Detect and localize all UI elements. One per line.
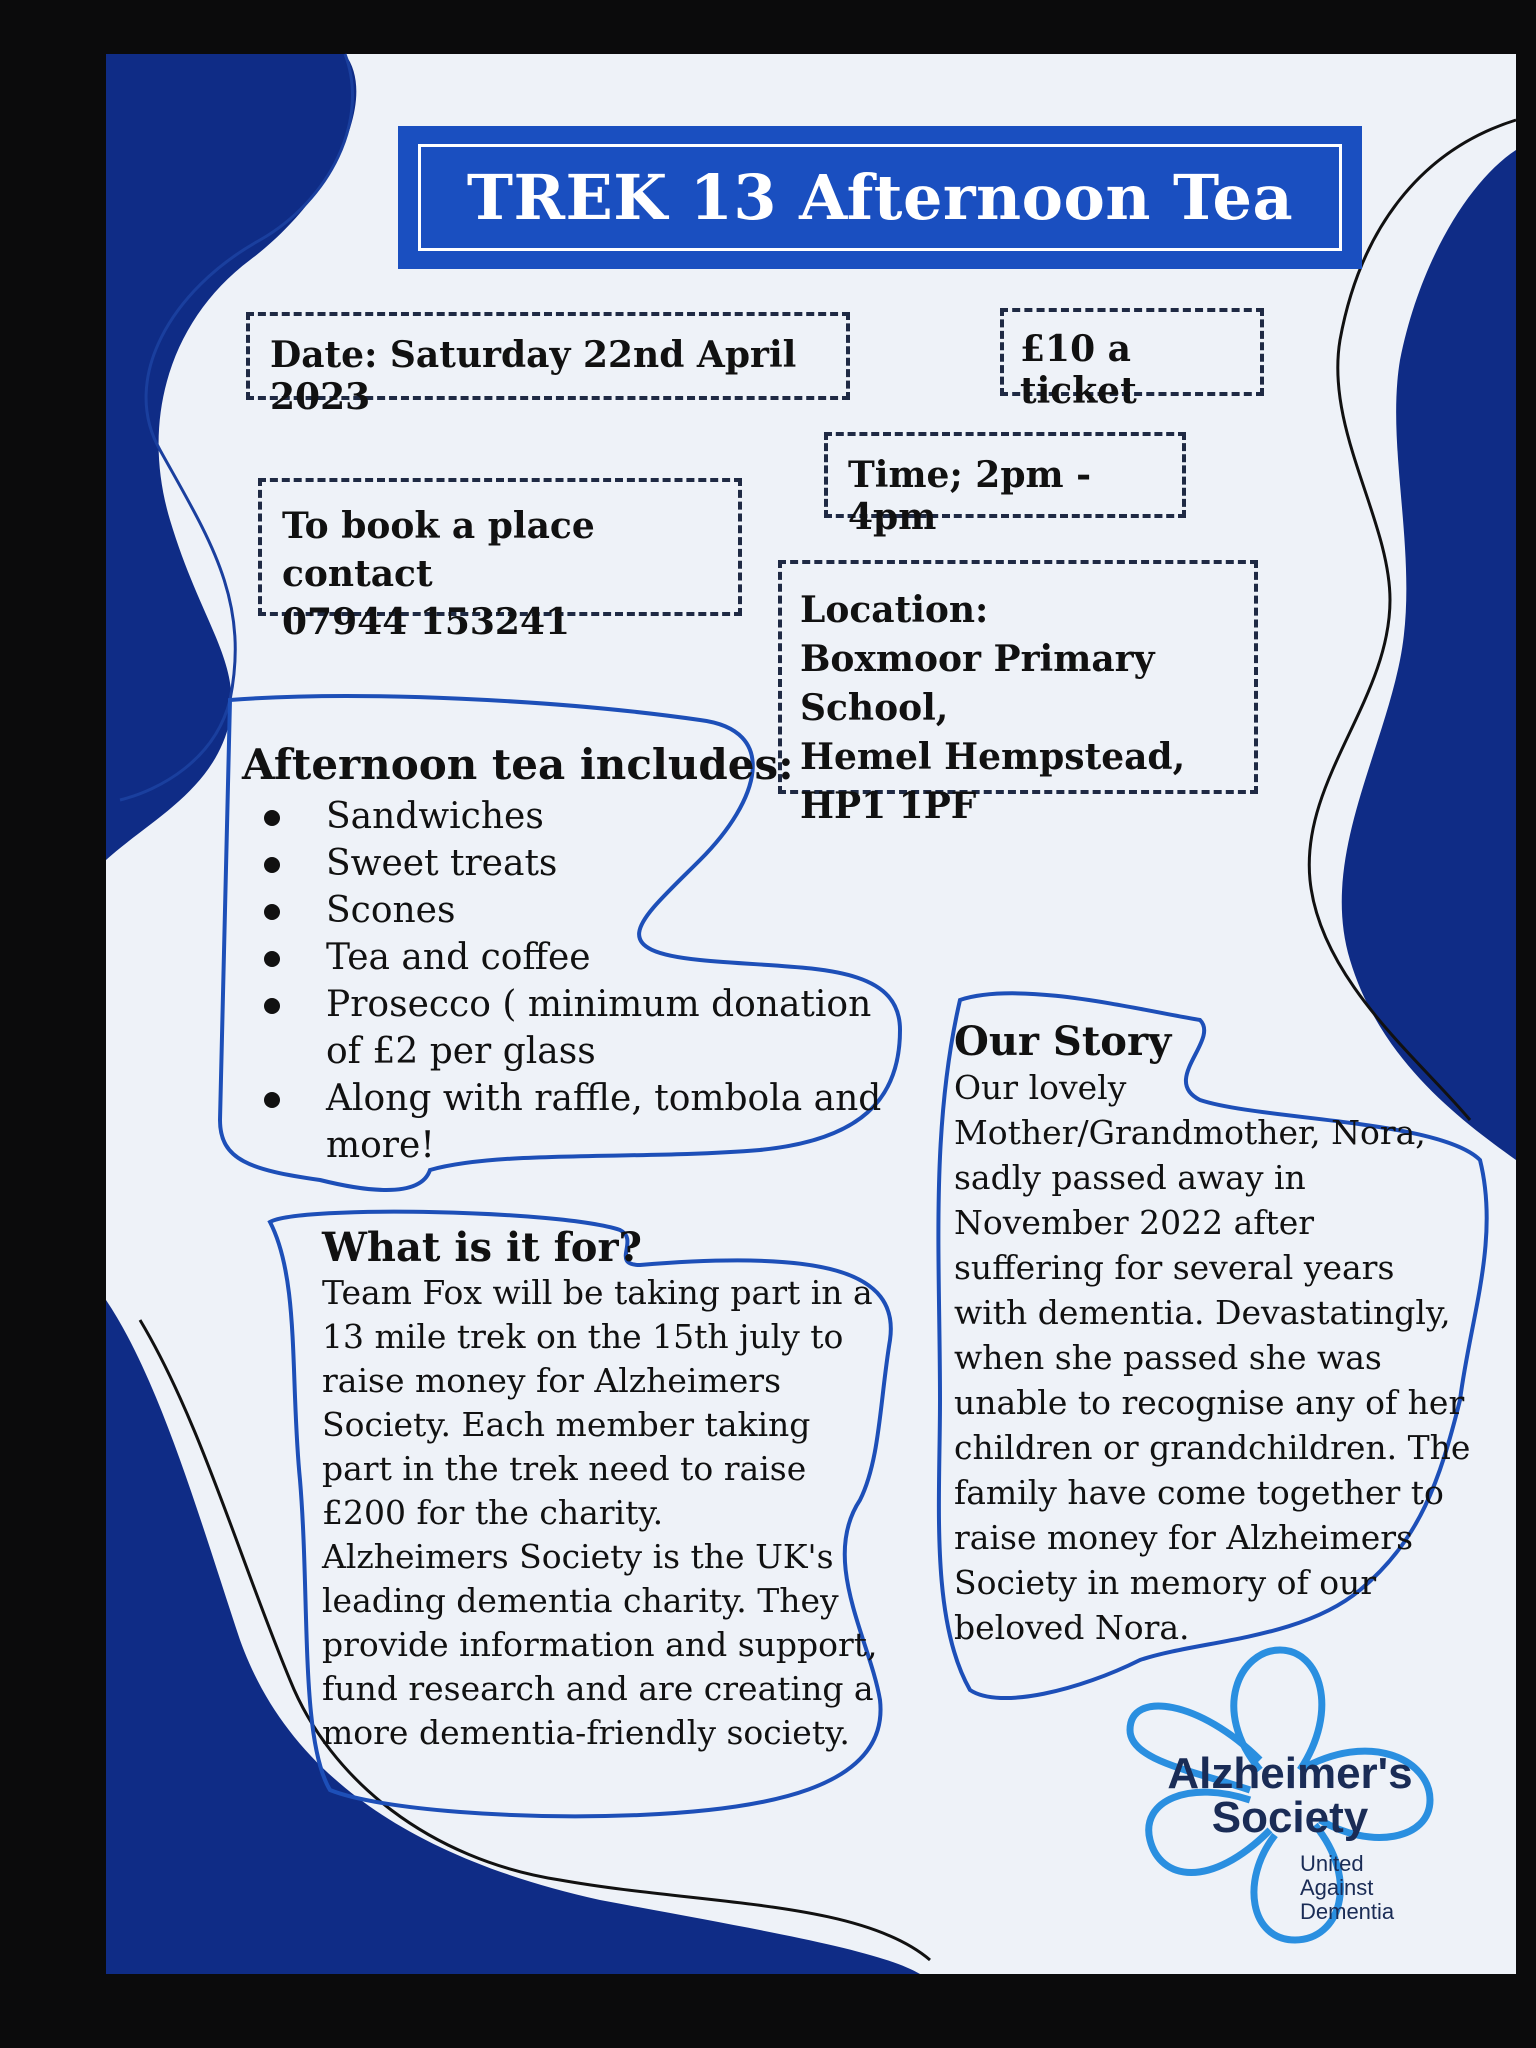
logo-tagline (1300, 1852, 1394, 1924)
what-is-it-for-section (322, 1224, 882, 1755)
list-item-text: Sweet treats (326, 843, 558, 884)
includes-heading: Afternoon tea includes: (242, 740, 794, 789)
story-heading: Our Story (954, 1018, 1172, 1065)
date-box (246, 312, 850, 418)
booking-phone[interactable]: 07944 153241 (282, 601, 571, 643)
alzheimers-society-logo (1110, 1640, 1450, 1950)
price-text: £10 a ticket (1020, 328, 1137, 412)
bullet-icon (264, 810, 280, 826)
time-text: Time; 2pm - 4pm (848, 454, 1092, 538)
title-banner (398, 126, 1362, 269)
bullet-icon (264, 904, 280, 920)
tagline-line: United (1300, 1851, 1364, 1876)
what-paragraph: Team Fox will be taking part in a 13 mile trek on the 15th july to raise money for Alzheimers Society. Each member taking part in the trek need to raise £200 for the charity. (322, 1273, 873, 1532)
list-item (242, 1075, 882, 1169)
includes-section (242, 740, 882, 1169)
location-line: Boxmoor Primary School, (800, 638, 1155, 729)
page-title: TREK 13 Afternoon Tea (466, 161, 1294, 234)
list-item-text: Tea and coffee (326, 937, 591, 978)
time-box (824, 432, 1186, 538)
list-item (242, 887, 882, 934)
list-item (242, 793, 882, 840)
date-text: Date: Saturday 22nd April 2023 (270, 334, 797, 418)
list-item-text: Sandwiches (326, 796, 544, 837)
list-item-text: Prosecco ( minimum donation of £2 per glass (326, 984, 872, 1072)
list-item-text: Along with raffle, tombola and more! (326, 1078, 882, 1166)
what-heading: What is it for? (322, 1224, 642, 1271)
tagline-line: Against (1300, 1875, 1374, 1900)
list-item (242, 981, 882, 1075)
list-item (242, 840, 882, 887)
includes-list (242, 793, 882, 1169)
logo-name-line: Alzheimer's (1167, 1749, 1413, 1798)
our-story-section (954, 1018, 1474, 1650)
logo-name-line: Society (1211, 1793, 1369, 1842)
booking-label: To book a place contact (282, 505, 595, 595)
bullet-icon (264, 951, 280, 967)
logo-wordmark (1140, 1749, 1440, 1842)
tagline-line: Dementia (1300, 1899, 1395, 1924)
title-frame (418, 144, 1342, 251)
list-item (242, 934, 882, 981)
booking-box (258, 478, 742, 643)
location-line: HP1 1PF (800, 785, 977, 827)
list-item-text: Scones (326, 890, 456, 931)
bullet-icon (264, 998, 280, 1014)
location-line: Hemel Hempstead, (800, 736, 1186, 778)
price-box (1000, 308, 1264, 412)
what-paragraph: Alzheimers Society is the UK's leading dementia charity. They provide information and support, fund research and are creating a more dementia-friendly society. (322, 1537, 878, 1752)
location-label: Location: (800, 589, 989, 631)
bullet-icon (264, 1092, 280, 1108)
bullet-icon (264, 857, 280, 873)
story-body: Our lovely Mother/Grandmother, Nora, sadly passed away in November 2022 after suffering for several years with dementia. Devastatingly, when she passed she was unable to recognise any of her children or grandchildren. The family have come together to raise money for Alzheimers Society in memory of our beloved Nora. (954, 1068, 1471, 1647)
